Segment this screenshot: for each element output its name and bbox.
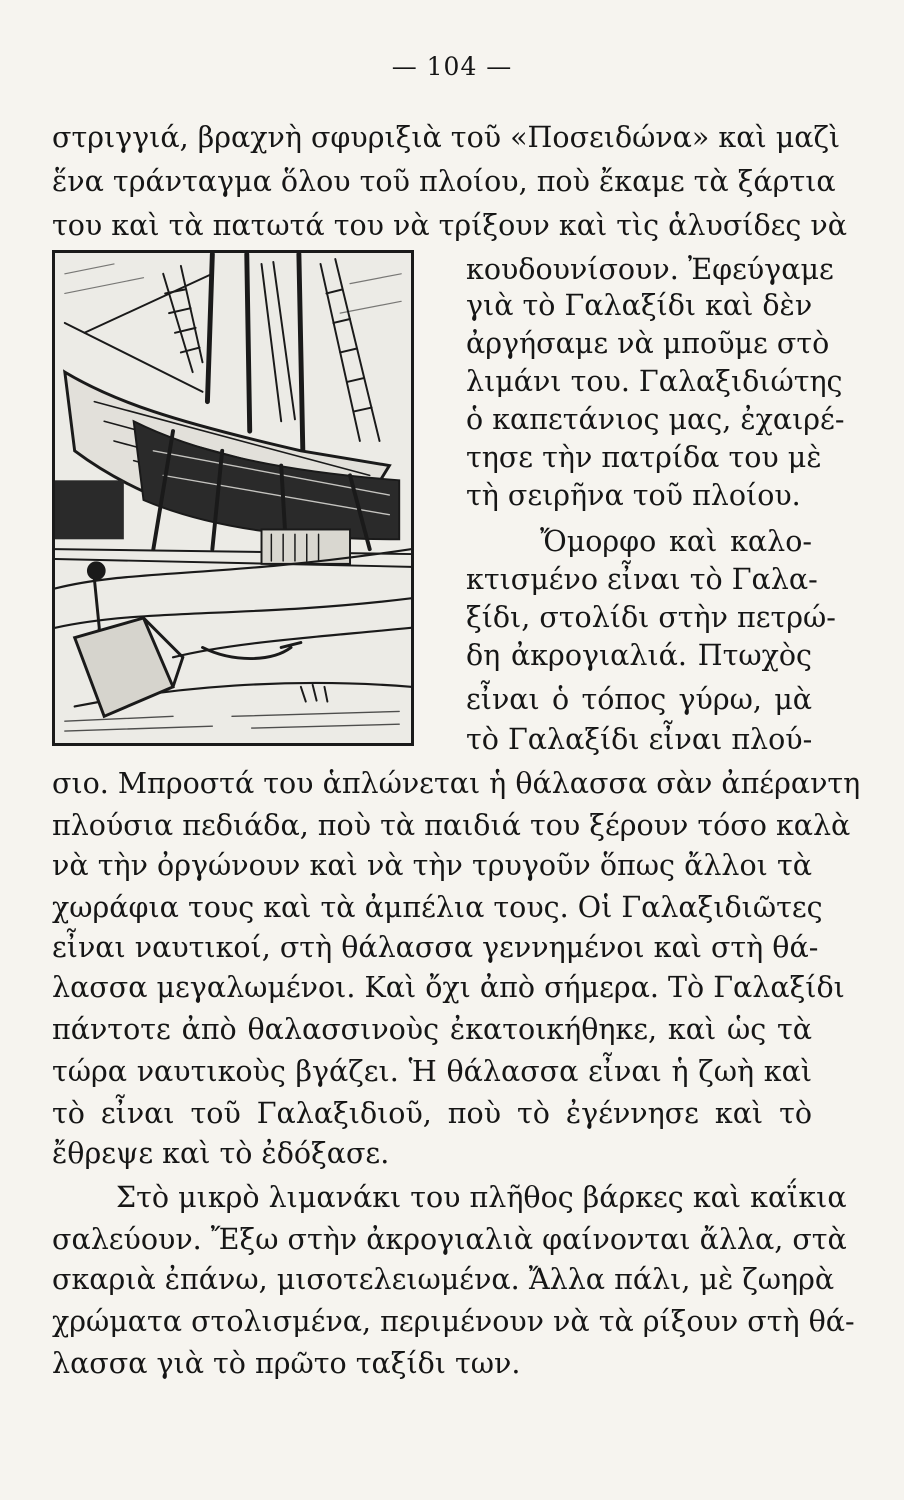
- text-line-1: στριγγιά, βραχνὴ σφυριξιὰ τοῦ «Ποσειδώνα» καὶ μαζὶ: [52, 121, 841, 154]
- text-line-22: λασσα μεγαλωμένοι. Καὶ ὄχι ἀπὸ σήμερα. Τὸ Γαλαξίδι: [52, 971, 845, 1004]
- text-line-17: σιο. Μπροστά του ἁπλώνεται ἡ θάλασσα σὰν ἀπέραντη: [52, 767, 861, 800]
- page-number: — 104 —: [391, 52, 513, 81]
- text-line-26: ἔθρεψε καὶ τὸ ἐδόξασε.: [52, 1137, 390, 1170]
- text-line-27: Στὸ μικρὸ λιμανάκι του πλῆθος βάρκες καὶ καΐκια: [116, 1181, 847, 1214]
- text-line-6: ἀργήσαμε νὰ μποῦμε στὸ: [466, 327, 830, 360]
- text-line-3: του καὶ τὰ πατωτά του νὰ τρίξουν καὶ τὶς ἁλυσίδες νὰ: [52, 209, 847, 242]
- text-line-21: εἶναι ναυτικοί, στὴ θάλασσα γεννημένοι καὶ στὴ θά-: [52, 931, 819, 964]
- woodcut-illustration: [52, 250, 414, 746]
- text-line-14: δη ἀκρογιαλιά. Πτωχὸς: [466, 639, 812, 672]
- text-line-2: ἕνα τράνταγμα ὅλου τοῦ πλοίου, ποὺ ἔκαμε τὰ ξάρτια: [52, 165, 836, 198]
- text-line-28: σαλεύουν. Ἔξω στὴν ἀκρογιαλιὰ φαίνονται ἄλλα, στὰ: [52, 1223, 847, 1256]
- text-line-9: τησε τὴν πατρίδα του μὲ: [466, 441, 822, 474]
- text-line-5: γιὰ τὸ Γαλαξίδι καὶ δὲν: [466, 289, 813, 322]
- text-line-4: κουδουνίσουν. Ἐφεύγαμε: [466, 253, 834, 286]
- text-line-10: τὴ σειρῆνα τοῦ πλοίου.: [466, 479, 801, 512]
- text-line-11: Ὄμορφο καὶ καλο-: [540, 525, 812, 558]
- text-line-7: λιμάνι του. Γαλαξιδιώτης: [466, 365, 843, 398]
- text-line-16: τὸ Γαλαξίδι εἶναι πλού-: [466, 723, 813, 756]
- text-line-13: ξίδι, στολίδι στὴν πετρώ-: [466, 601, 836, 634]
- text-line-8: ὁ καπετάνιος μας, ἐχαιρέ-: [466, 403, 845, 436]
- text-line-24: τώρα ναυτικοὺς βγάζει. Ἡ θάλασσα εἶναι ἡ ζωὴ καὶ: [52, 1055, 812, 1088]
- text-line-25: τὸ εἶναι τοῦ Γαλαξιδιοῦ, ποὺ τὸ ἐγέννησε καὶ τὸ: [52, 1097, 812, 1130]
- text-line-31: λασσα γιὰ τὸ πρῶτο ταξίδι των.: [52, 1347, 521, 1380]
- text-line-18: πλούσια πεδιάδα, ποὺ τὰ παιδιά του ξέρουν τόσο καλὰ: [52, 809, 851, 842]
- text-line-20: χωράφια τους καὶ τὰ ἀμπέλια τους. Οἱ Γαλαξιδιῶτες: [52, 891, 823, 924]
- text-line-12: κτισμένο εἶναι τὸ Γαλα-: [466, 563, 818, 596]
- text-line-19: νὰ τὴν ὀργώνουν καὶ νὰ τὴν τρυγοῦν ὅπως ἄλλοι τὰ: [52, 849, 812, 882]
- text-line-29: σκαριὰ ἐπάνω, μισοτελειωμένα. Ἄλλα πάλι, μὲ ζωηρὰ: [52, 1263, 835, 1296]
- text-line-30: χρώματα στολισμένα, περιμένουν νὰ τὰ ρίξουν στὴ θά-: [52, 1305, 855, 1338]
- text-line-23: πάντοτε ἀπὸ θαλασσινοὺς ἐκατοικήθηκε, καὶ ὡς τὰ: [52, 1013, 812, 1046]
- text-line-15: εἶναι ὁ τόπος γύρω, μὰ: [466, 683, 812, 716]
